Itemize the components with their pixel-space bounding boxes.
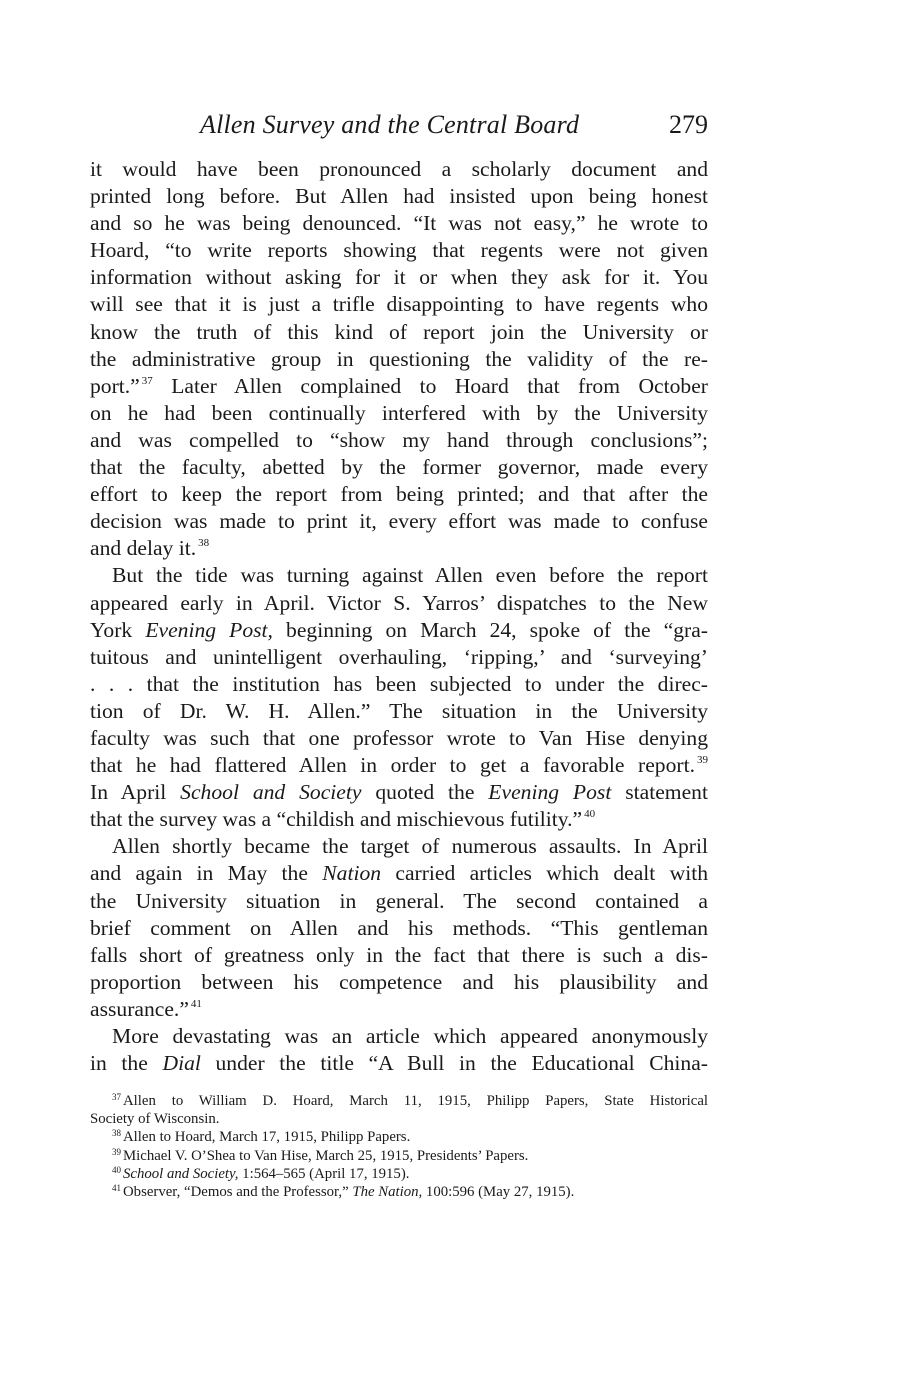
text-line: the University situation in general. The second contained a [90, 888, 708, 913]
footnote-text: Michael V. O’Shea to Van Hise, March 25, 1915, Presidents’ Papers. [123, 1147, 529, 1164]
page-header [90, 110, 708, 146]
footnote-text: 100:596 (May 27, 1915). [422, 1183, 575, 1200]
text-run: beginning on March 24, spoke of the “gra- [272, 617, 709, 642]
text-run: and delay it. [90, 536, 197, 561]
footnote-37-continued: Society of Wisconsin. [90, 1111, 220, 1128]
footnote-37 [90, 1092, 708, 1110]
text-line: proportion between his competence and his plausibility and [90, 969, 708, 994]
text-run: in the [90, 1051, 163, 1076]
text-run: York [90, 617, 146, 642]
footnote-number: 39 [112, 1146, 121, 1157]
page-number: 279 [669, 110, 708, 139]
italic-title: Dial [162, 1051, 201, 1076]
footnote-text: Allen to William D. Hoard, March 11, 1915, Philipp Papers, State Historical [123, 1093, 708, 1109]
text-run: statement [611, 780, 708, 805]
footnote-text: 1:564–565 (April 17, 1915). [238, 1165, 410, 1182]
text-line: appeared early in April. Victor S. Yarros’ dispatches to the New [90, 590, 708, 615]
text-line [90, 1050, 708, 1077]
text-run: port.” [90, 373, 140, 398]
italic-title: Nation [322, 861, 382, 886]
footnote-ref: 39 [697, 754, 708, 767]
footnote-text: Observer, “Demos and the Professor,” [123, 1183, 353, 1200]
text-run: carried articles which dealt with [381, 861, 708, 886]
text-run: Later Allen complained to Hoard that from October [152, 373, 708, 398]
footnote-number: 37 [112, 1092, 121, 1102]
text-line: falls short of greatness only in the fact that there is such a dis- [90, 942, 708, 967]
text-line [90, 752, 708, 779]
text-line [90, 996, 708, 1023]
text-line: printed long before. But Allen had insisted upon being honest [90, 184, 708, 209]
text-line: on he had been continually interfered with by the University [90, 400, 708, 425]
italic-title: Evening Post, [145, 617, 273, 642]
footnote-ref: 38 [198, 537, 210, 550]
footnote-39 [90, 1147, 708, 1165]
text-run: In April [90, 780, 181, 805]
text-line [90, 535, 708, 562]
text-line: it would have been pronounced a scholarly document and [90, 157, 708, 181]
footnote-number: 38 [112, 1128, 121, 1139]
text-line [90, 373, 708, 400]
footnote-41 [90, 1183, 708, 1201]
footnotes [90, 1092, 708, 1201]
text-line: decision was made to print it, every effort was made to confuse [90, 509, 708, 534]
text-line: that the faculty, abetted by the former governor, made every [90, 455, 708, 480]
text-line: will see that it is just a trifle disappointing to have regents who [90, 292, 708, 317]
text-line [90, 806, 708, 833]
body-text [90, 156, 708, 1077]
text-line: brief comment on Allen and his methods. “This gentleman [90, 915, 708, 940]
footnote-38 [90, 1128, 708, 1146]
footnote-40 [90, 1165, 708, 1183]
italic-title: School and Society, [123, 1165, 239, 1182]
text-line [90, 779, 708, 806]
text-line: More devastating was an article which appeared anonymously [112, 1024, 708, 1048]
text-run: quoted the [361, 780, 489, 805]
italic-title: Evening Post [488, 780, 612, 805]
text-run: that he had flattered Allen in order to get a favorable report. [90, 753, 695, 778]
text-line [90, 860, 708, 887]
text-line: . . . that the institution has been subjected to under the direc- [90, 671, 708, 696]
footnote-ref: 40 [584, 808, 596, 821]
footnote-ref: 41 [190, 997, 202, 1010]
running-title: Allen Survey and the Central Board [200, 110, 580, 139]
text-line: know the truth of this kind of report join the University or [90, 319, 708, 344]
text-run: and again in May the [90, 861, 323, 886]
text-run: under the title “A Bull in the Educational China- [200, 1051, 708, 1076]
text-line: Allen shortly became the target of numerous assaults. In April [112, 834, 708, 859]
text-line: tion of Dr. W. H. Allen.” The situation in the University [90, 698, 708, 723]
text-run: assurance.” [90, 996, 189, 1021]
text-line: and so he was being denounced. “It was not easy,” he wrote to [90, 211, 708, 236]
text-line: information without asking for it or when they ask for it. You [90, 265, 708, 290]
footnote-number: 40 [112, 1164, 121, 1175]
text-line: faculty was such that one professor wrote to Van Hise denying [90, 725, 708, 750]
text-run: that the survey was a “childish and mischievous futility.” [90, 807, 583, 832]
text-line: Hoard, “to write reports showing that regents were not given [90, 238, 708, 263]
text-line: the administrative group in questioning the validity of the re- [90, 346, 708, 371]
text-line: effort to keep the report from being printed; and that after the [90, 482, 708, 507]
footnote-ref: 37 [141, 374, 153, 387]
text-line: tuitous and unintelligent overhauling, ‘ripping,’ and ‘surveying’ [90, 644, 708, 669]
text-line: But the tide was turning against Allen even before the report [112, 563, 708, 588]
text-line [90, 617, 708, 644]
italic-title: The Nation, [352, 1183, 423, 1200]
text-line: and was compelled to “show my hand through conclusions”; [90, 427, 708, 452]
footnote-text: Allen to Hoard, March 17, 1915, Philipp Papers. [123, 1129, 411, 1146]
italic-title: School and Society [180, 780, 362, 805]
footnote-number: 41 [112, 1182, 121, 1193]
